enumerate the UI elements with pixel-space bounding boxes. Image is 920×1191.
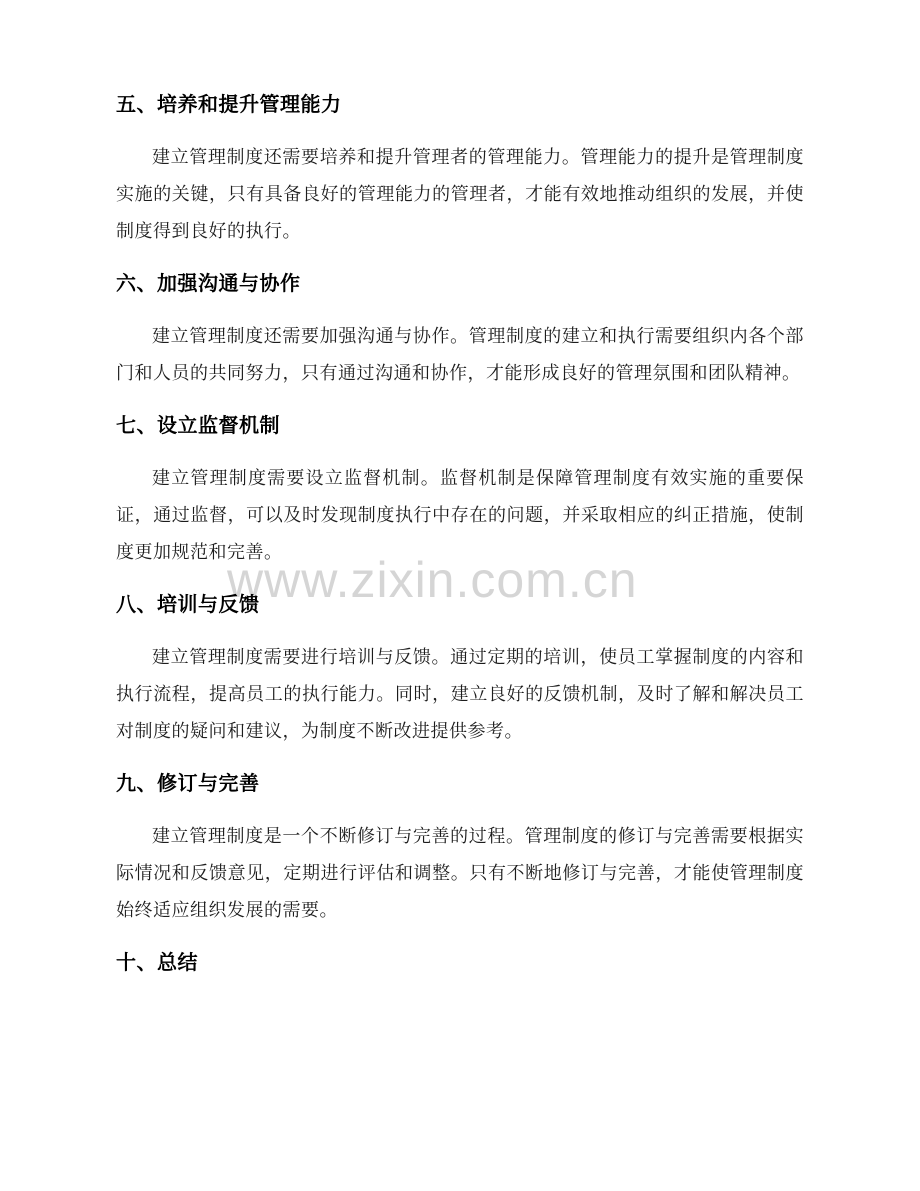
- section-8-heading: 八、培训与反馈: [116, 594, 260, 616]
- document-content: [116, 0, 804, 973]
- section-6-paragraph: 建立管理制度还需要加强沟通与协作。管理制度的建立和执行需要组织内各个部门和人员的共同努力，只有通过沟通和协作，才能形成良好的管理氛围和团队精神。: [116, 326, 804, 383]
- section-8-paragraph: 建立管理制度需要进行培训与反馈。通过定期的培训，使员工掌握制度的内容和执行流程，提高员工的执行能力。同时，建立良好的反馈机制，及时了解和解决员工对制度的疑问和建议，为制度不断改进提供参考。: [116, 647, 804, 741]
- section-9: [116, 774, 804, 929]
- section-5-paragraph: 建立管理制度还需要培养和提升管理者的管理能力。管理能力的提升是管理制度实施的关键，只有具备良好的管理能力的管理者，才能有效地推动组织的发展，并使制度得到良好的执行。: [116, 147, 804, 241]
- section-7-paragraph: 建立管理制度需要设立监督机制。监督机制是保障管理制度有效实施的重要保证，通过监督，可以及时发现制度执行中存在的问题，并采取相应的纠正措施，使制度更加规范和完善。: [116, 468, 804, 562]
- section-5-heading: 五、培养和提升管理能力: [116, 94, 342, 116]
- watermark-text: www.zixin.com.cn: [227, 552, 638, 608]
- section-5: [116, 95, 804, 250]
- section-6: [116, 274, 804, 392]
- section-7-heading: 七、设立监督机制: [116, 415, 280, 437]
- section-8: [116, 595, 804, 750]
- section-9-paragraph: 建立管理制度是一个不断修订与完善的过程。管理制度的修订与完善需要根据实际情况和反馈意见，定期进行评估和调整。只有不断地修订与完善，才能使管理制度始终适应组织发展的需要。: [116, 826, 804, 920]
- section-7: [116, 416, 804, 571]
- section-9-heading: 九、修订与完善: [116, 773, 260, 795]
- section-10-heading: 十、总结: [116, 952, 198, 974]
- section-10: [116, 953, 804, 973]
- section-6-heading: 六、加强沟通与协作: [116, 273, 301, 295]
